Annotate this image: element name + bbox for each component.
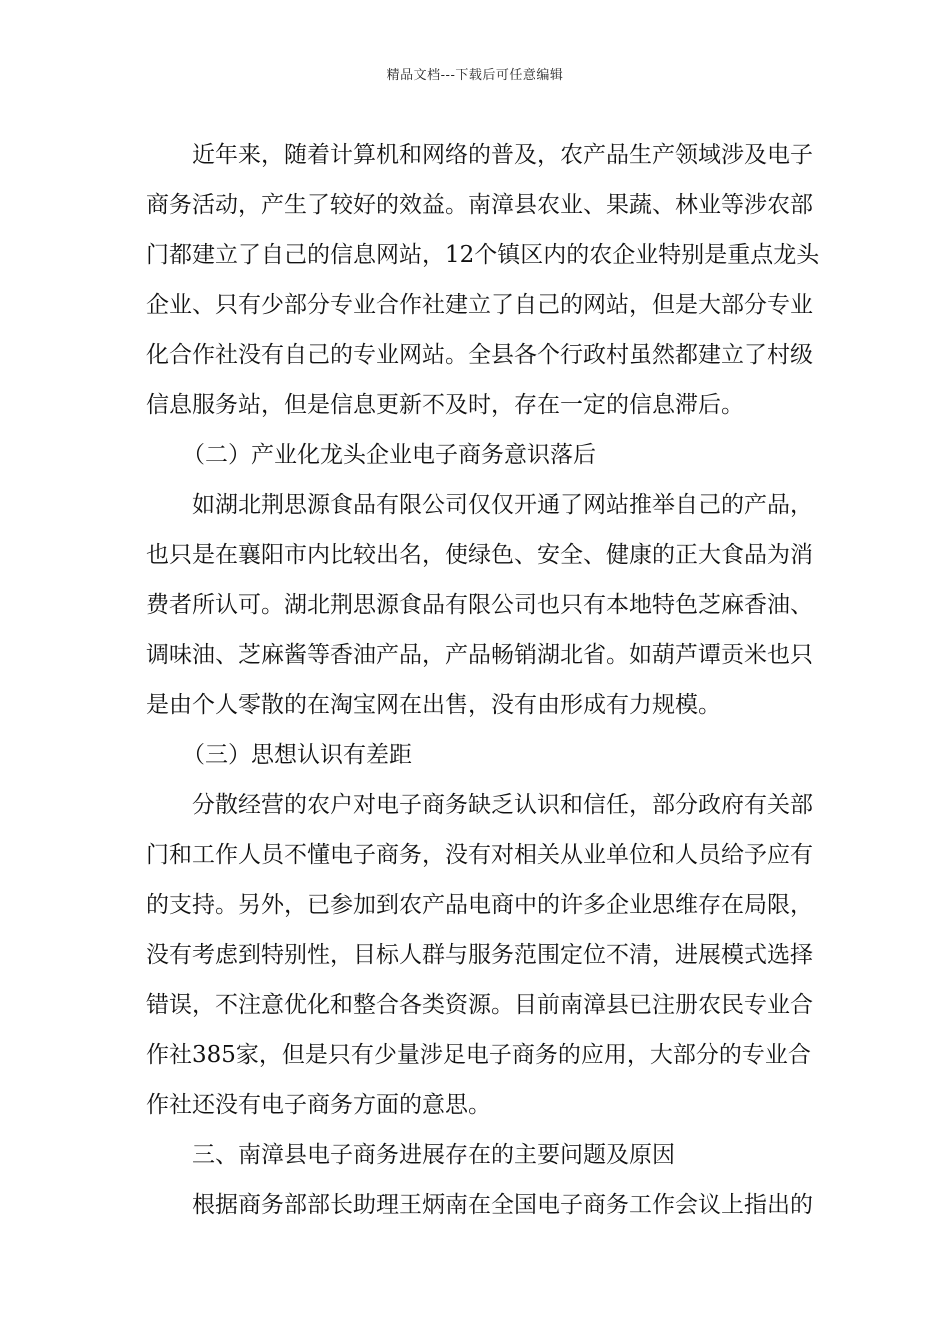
paragraph-line: 门都建立了自己的信息网站，12个镇区内的农企业特别是重点龙头 [146, 242, 820, 268]
paragraph-line: 费者所认可。湖北荆思源食品有限公司也只有本地特色芝麻香油、 [146, 592, 813, 618]
paragraph-line: 错误，不注意优化和整合各类资源。目前南漳县已注册农民专业合 [146, 992, 813, 1018]
section-title-3 [146, 1130, 810, 1180]
subheading-text: （三）思想认识有差距 [182, 742, 412, 768]
paragraph-line: 信息服务站，但是信息更新不及时，存在一定的信息滞后。 [146, 392, 744, 418]
paragraph-line: 门和工作人员不懂电子商务，没有对相关从业单位和人员给予应有 [146, 842, 813, 868]
paragraph-3 [146, 780, 813, 1130]
section-title-text: 三、南漳县电子商务进展存在的主要问题及原因 [192, 1142, 675, 1168]
paragraph-4 [146, 1180, 813, 1230]
paragraph-line: 没有考虑到特别性，目标人群与服务范围定位不清，进展模式选择 [146, 942, 813, 968]
document-body [146, 130, 820, 1230]
paragraph-line: 分散经营的农户对电子商务缺乏认识和信任，部分政府有关部 [192, 792, 813, 818]
subheading-text: （二）产业化龙头企业电子商务意识落后 [182, 442, 596, 468]
paragraph-line: 如湖北荆思源食品有限公司仅仅开通了网站推举自己的产品， [192, 492, 813, 518]
subheading-2 [146, 430, 810, 480]
page-header: 精品文档---下载后可任意编辑 [386, 68, 564, 83]
paragraph-line: 根据商务部部长助理王炳南在全国电子商务工作会议上指出的 [192, 1192, 813, 1218]
paragraph-line: 是由个人零散的在淘宝网在出售，没有由形成有力规模。 [146, 692, 721, 718]
paragraph-line: 商务活动，产生了较好的效益。南漳县农业、果蔬、林业等涉农部 [146, 192, 813, 218]
paragraph-line: 作社385家，但是只有少量涉足电子商务的应用，大部分的专业合 [146, 1042, 811, 1068]
paragraph-2 [146, 480, 813, 730]
paragraph-line: 作社还没有电子商务方面的意思。 [146, 1092, 491, 1118]
paragraph-line: 调味油、芝麻酱等香油产品，产品畅销湖北省。如葫芦谭贡米也只 [146, 642, 813, 668]
paragraph-line: 近年来，随着计算机和网络的普及，农产品生产领域涉及电子 [192, 142, 813, 168]
paragraph-line: 化合作社没有自己的专业网站。全县各个行政村虽然都建立了村级 [146, 342, 813, 368]
paragraph-1 [146, 130, 820, 430]
subheading-3 [146, 730, 810, 780]
paragraph-line: 的支持。另外，已参加到农产品电商中的许多企业思维存在局限， [146, 892, 813, 918]
paragraph-line: 也只是在襄阳市内比较出名，使绿色、安全、健康的正大食品为消 [146, 542, 813, 568]
paragraph-line: 企业、只有少部分专业合作社建立了自己的网站，但是大部分专业 [146, 292, 813, 318]
